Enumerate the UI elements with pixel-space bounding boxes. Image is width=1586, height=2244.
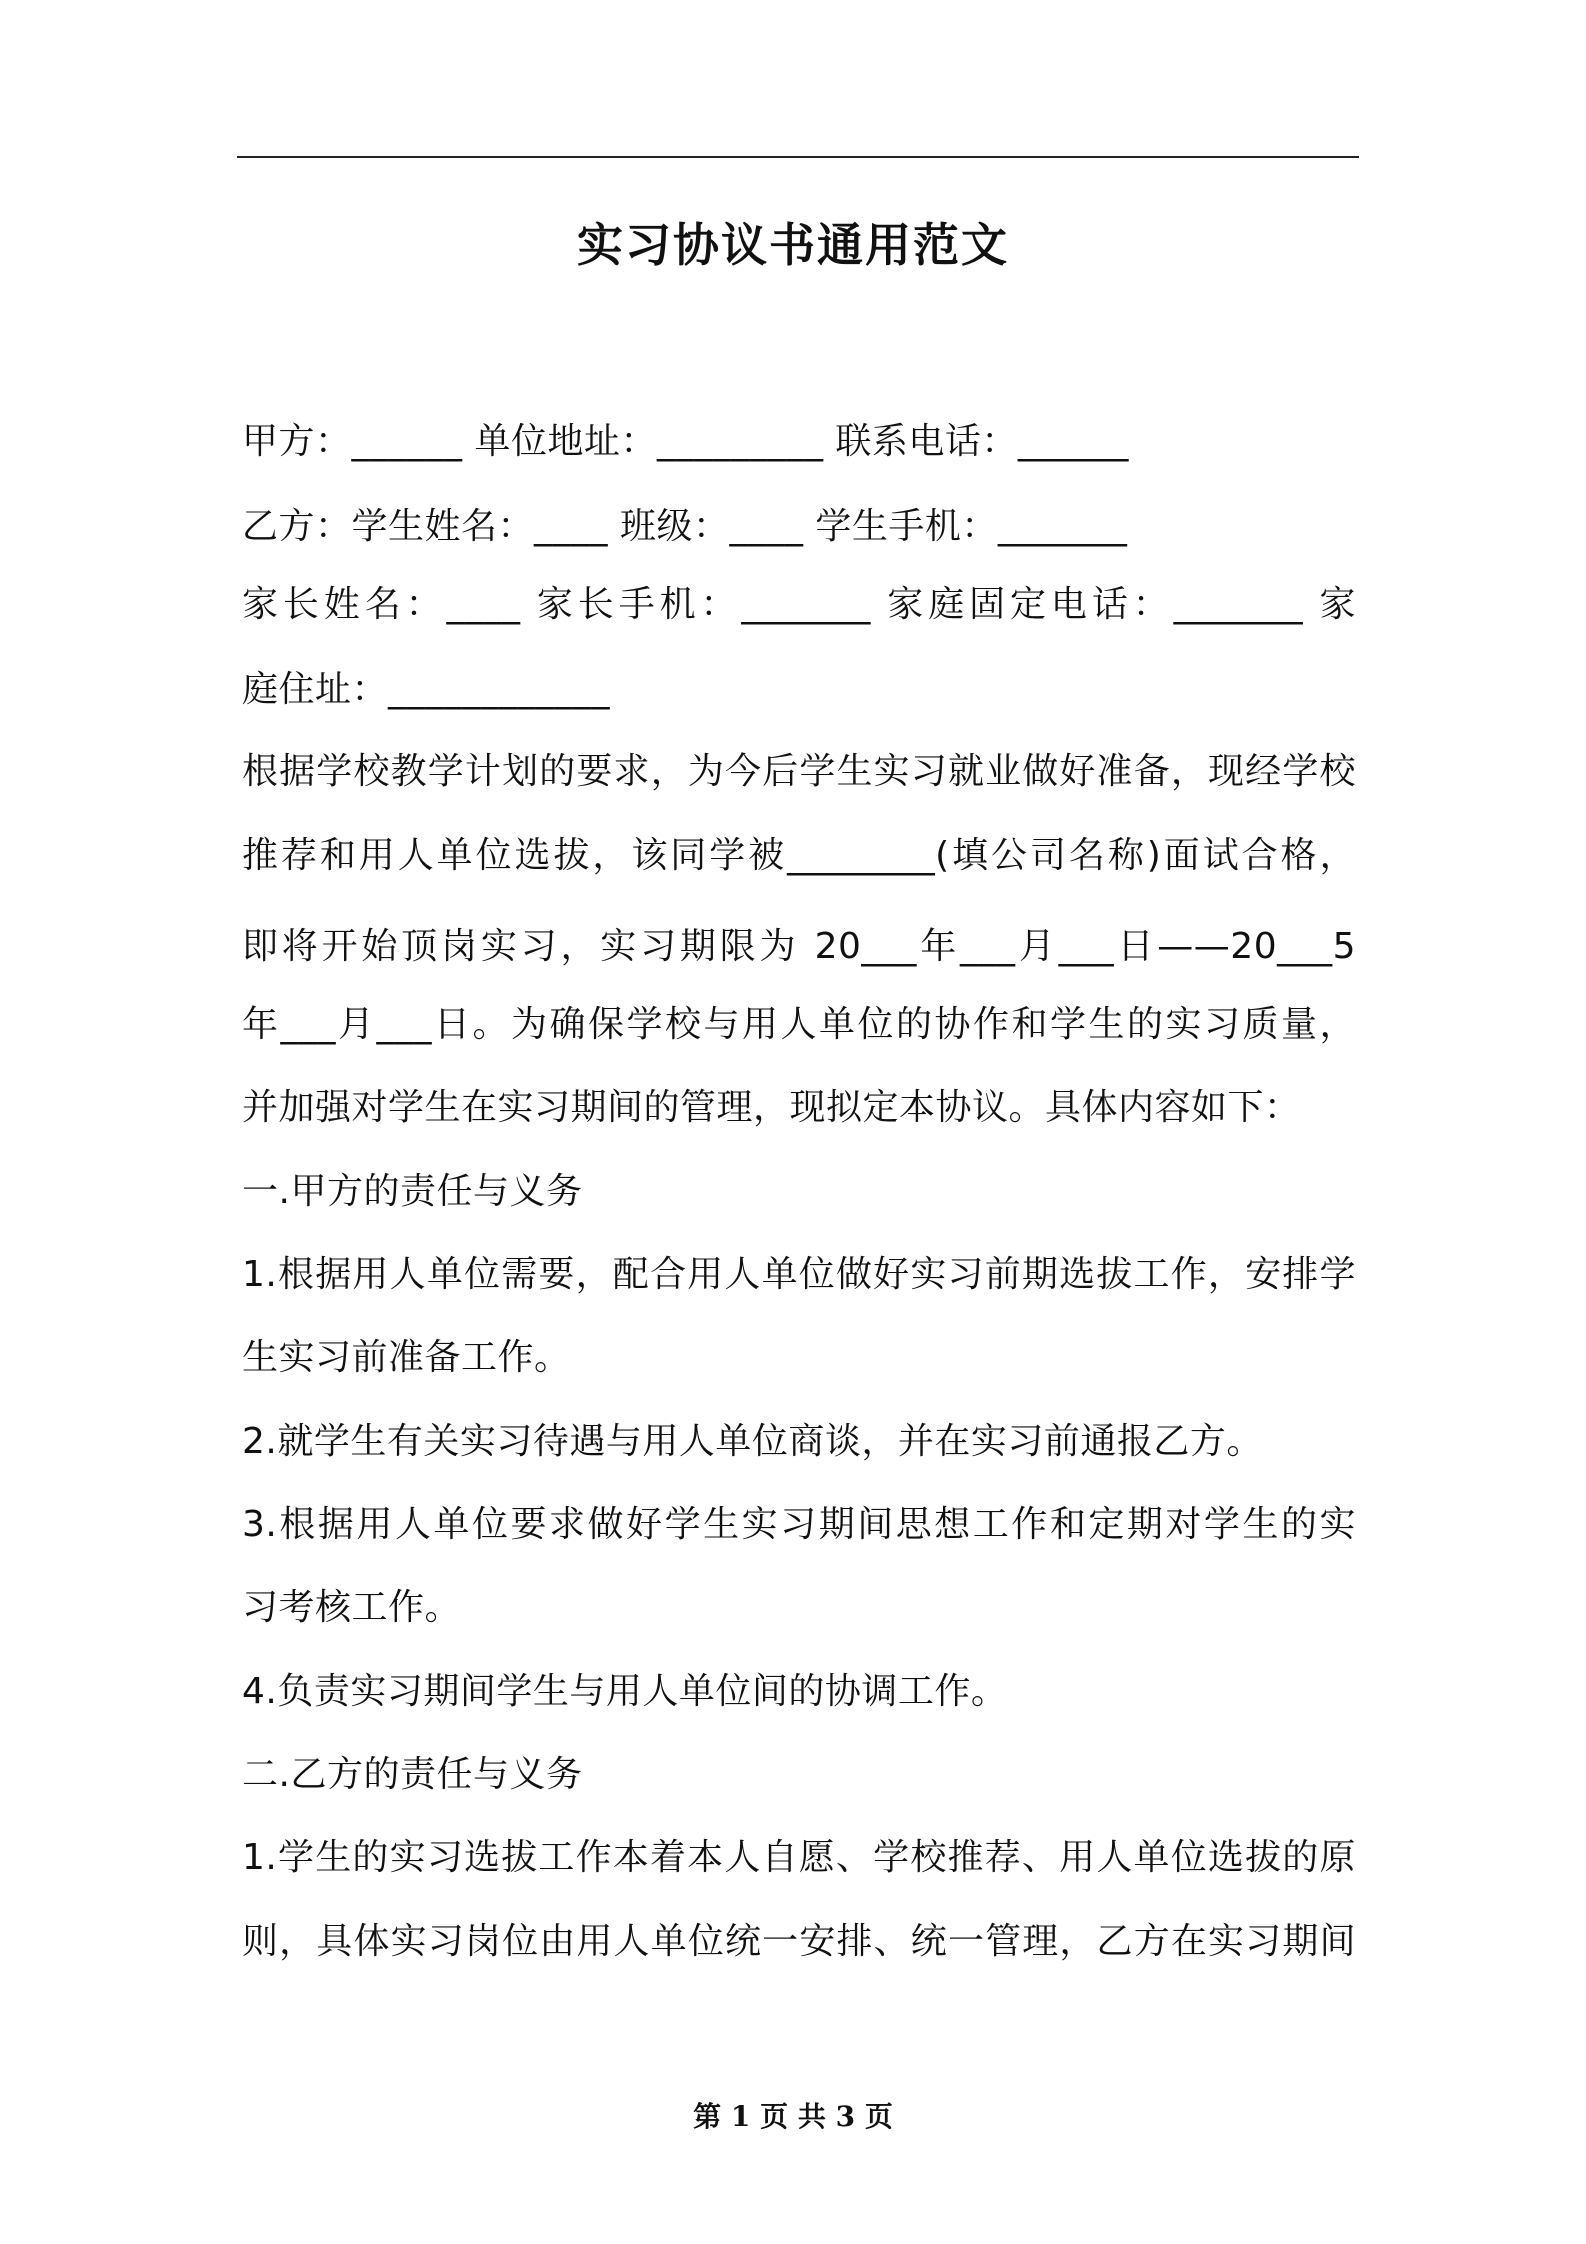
intro-line-1: 根据学校教学计划的要求，为今后学生实习就业做好准备，现经学校 (242, 751, 1356, 792)
party-a-item-2: 2.就学生有关实习待遇与用人单位商谈，并在实习前通报乙方。 (242, 1421, 1263, 1462)
intro-line-3: 即将开始顶岗实习，实习期限为 20___年___月___日——20___5 (242, 926, 1356, 967)
section-heading-party-a: 一.甲方的责任与义务 (242, 1171, 583, 1212)
party-a-line: 甲方：______ 单位地址：_________ 联系电话：______ (242, 421, 1129, 462)
home-address-line: 庭住址：____________ (242, 669, 611, 710)
parent-info-line: 家长姓名：____ 家长手机：_______ 家庭固定电话：_______ 家 (242, 584, 1356, 625)
party-b-line: 乙方：学生姓名：____ 班级：____ 学生手机：_______ (242, 506, 1128, 547)
party-b-item-1-line-2: 则，具体实习岗位由用人单位统一安排、统一管理，乙方在实习期间 (242, 1921, 1356, 1962)
page-footer: 第 1 页 共 3 页 (693, 2100, 893, 2133)
intro-line-5: 并加强对学生在实习期间的管理，现拟定本协议。具体内容如下： (242, 1087, 1301, 1128)
party-a-item-3-line-1: 3.根据用人单位要求做好学生实习期间思想工作和定期对学生的实 (242, 1504, 1356, 1545)
section-heading-party-b: 二.乙方的责任与义务 (242, 1754, 583, 1795)
intro-line-2: 推荐和用人单位选拔，该同学被________(填公司名称)面试合格， (242, 835, 1356, 876)
party-a-item-4: 4.负责实习期间学生与用人单位间的协调工作。 (242, 1671, 1008, 1712)
party-a-item-1-line-1: 1.根据用人单位需要，配合用人单位做好实习前期选拔工作，安排学 (242, 1254, 1356, 1295)
party-a-item-1-line-2: 生实习前准备工作。 (242, 1337, 571, 1378)
intro-line-4: 年___月___日。为确保学校与用人单位的协作和学生的实习质量， (242, 1004, 1356, 1045)
document-title: 实习协议书通用范文 (577, 218, 1009, 272)
header-rule (237, 156, 1359, 158)
party-a-item-3-line-2: 习考核工作。 (242, 1587, 462, 1628)
party-b-item-1-line-1: 1.学生的实习选拔工作本着本人自愿、学校推荐、用人单位选拔的原 (242, 1837, 1356, 1878)
